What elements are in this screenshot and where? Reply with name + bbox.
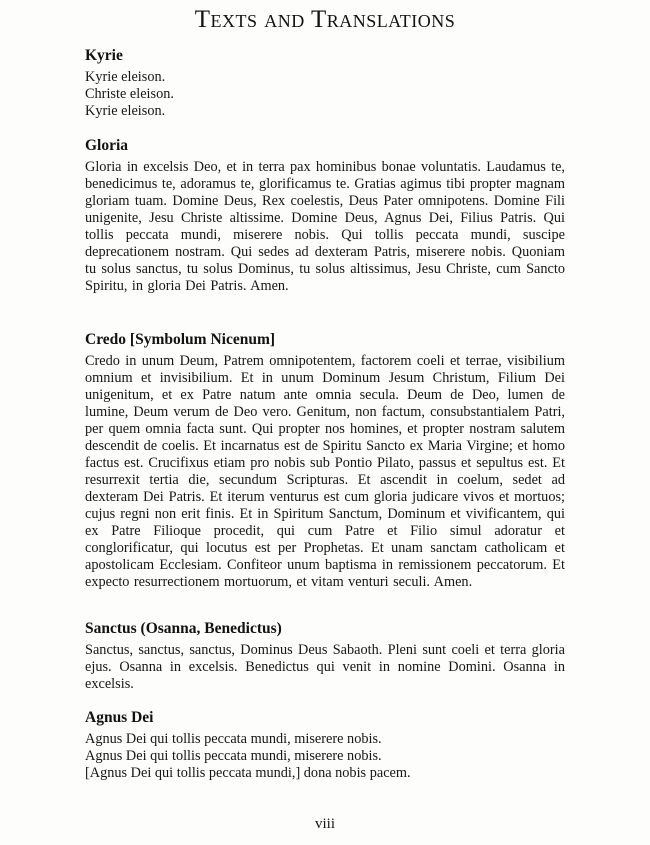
sanctus-text: Sanctus, sanctus, sanctus, Dominus Deus Sabaoth. Pleni sunt coeli et terra gloria ejus. Osanna in excelsis. Benedictus qui venit in nomine Domini. Osanna in excelsis.	[85, 642, 565, 692]
credo-text: Credo in unum Deum, Patrem omnipotentem, factorem coeli et terrae, visibilium omnium et invisibilium. Et in unum Dominum Jesum Christum, Filium Dei unigenitum, et ex Patre natum ante omnia secula. Deum de Deo, lumen de lumine, Deum verum de Deo vero. Genitum, non factum, consubstantialem Patri, per quem omnia facta sunt. Qui propter nos homines, et propter nostram salutem descendit de coelis. Et incarnatus est de Spiritu Sancto ex Maria Virgine; et homo factus est. Crucifixus etiam pro nobis sub Pontio Pilato, passus et sepultus est. Et resurrexit tertia die, secundum Scripturas. Et ascendit in coelum, sedet ad dexteram Dei Patris. Et iterum venturus est cum gloria judicare vivos et mortuos; cujus regni non erit finis. Et in Spiritum Sanctum, Dominum et vivificantem, qui ex Patre Filioque procedit, qui cum Patre et Filio simul adoratur et conglorificatur, qui locutus est per Prophetas. Et unam sanctam catholicam et apostolicam Ecclesiam. Confiteor unum baptisma in remissionem peccatorum. Et expecto resurrectionem mortuorum, et vitam venturi seculi. Amen.	[85, 353, 565, 590]
section-heading-gloria: Gloria	[85, 137, 129, 154]
section-heading-credo: Credo [Symbolum Nicenum]	[85, 331, 276, 348]
section-gloria	[85, 137, 565, 295]
gloria-text: Gloria in excelsis Deo, et in terra pax hominibus bonae voluntatis. Laudamus te, benedicimus te, adoramus te, glorificamus te. Gratias agimus tibi propter magnam gloriam tuam. Domine Deus, Rex coelestis, Deus Pater omnipotens. Domine Fili unigenite, Jesu Christe altissime. Domine Deus, Agnus Dei, Filius Patris. Qui tollis peccata mundi, miserere nobis. Qui tollis peccata mundi, suscipe deprecationem nostram. Qui sedes ad dexteram Patris, miserere nobis. Quoniam tu solus sanctus, tu solus Dominus, tu solus altissimus, Jesu Christe, cum Sancto Spiritu, in gloria Dei Patris. Amen.	[85, 159, 565, 294]
section-agnus-dei	[85, 709, 565, 782]
chant-line: Agnus Dei qui tollis peccata mundi, miserere nobis.	[85, 731, 382, 747]
page-title: Texts and Translations	[194, 6, 456, 33]
section-sanctus	[85, 620, 565, 693]
section-heading-sanctus: Sanctus (Osanna, Benedictus)	[85, 620, 282, 637]
chant-line: Kyrie eleison.	[85, 103, 166, 119]
section-kyrie	[85, 47, 565, 120]
kyrie-lines	[85, 69, 565, 120]
chant-line: Kyrie eleison.	[85, 69, 166, 85]
section-credo	[85, 331, 565, 591]
section-heading-agnus-dei: Agnus Dei	[85, 709, 154, 726]
page-number: viii	[314, 816, 335, 832]
chant-line: Agnus Dei qui tollis peccata mundi, miserere nobis.	[85, 748, 382, 764]
chant-line: [Agnus Dei qui tollis peccata mundi,] dona nobis pacem.	[85, 765, 411, 781]
chant-line: Christe eleison.	[85, 86, 174, 102]
agnus-dei-lines	[85, 731, 565, 782]
section-heading-kyrie: Kyrie	[85, 47, 123, 64]
